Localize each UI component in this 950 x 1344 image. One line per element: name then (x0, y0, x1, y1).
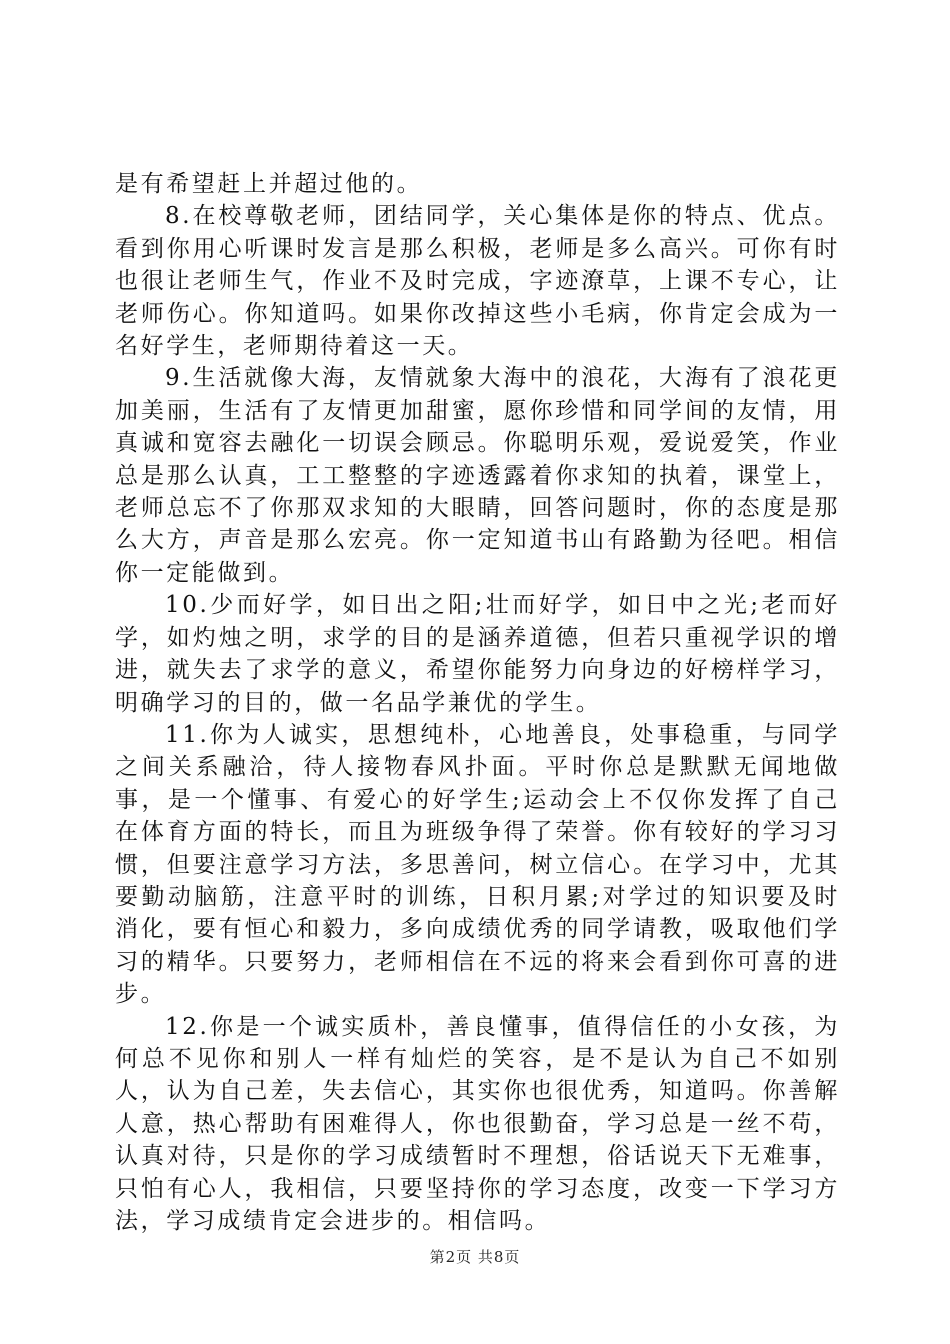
paragraph-item-11: 11.你为人诚实，思想纯朴，心地善良，处事稳重，与同学之间关系融洽，待人接物春风扑面。平时你总是默默无闻地做事，是一个懂事、有爱心的好学生;运动会上不仅你发挥了自己在体育方面的特长，而且为班级争得了荣誉。你有较好的学习习惯，但要注意学习方法，多思善问，树立信心。在学习中，尤其要勤动脑筋，注意平时的训练，日积月累;对学过的知识要及时消化，要有恒心和毅力，多向成绩优秀的同学请教，吸取他们学习的精华。只要努力，老师相信在不远的将来会看到你可喜的进步。 (115, 721, 840, 1008)
paragraph-item-10: 10.少而好学，如日出之阳;壮而好学，如日中之光;老而好学，如灼烛之明，求学的目的是涵养道德，但若只重视学识的增进，就失去了求学的意义，希望你能努力向身边的好榜样学习，明确学习的目的，做一名品学兼优的学生。 (115, 592, 840, 716)
paragraph-item-8: 8.在校尊敬老师，团结同学，关心集体是你的特点、优点。看到你用心听课时发言是那么积极，老师是多么高兴。可你有时也很让老师生气，作业不及时完成，字迹潦草，上课不专心，让老师伤心。你知道吗。如果你改掉这些小毛病，你肯定会成为一名好学生，老师期待着这一天。 (115, 203, 840, 360)
document-body (115, 168, 840, 1237)
page-number-label: 第2页 共8页 (429, 1248, 521, 1266)
paragraph-continuation: 是有希望赶上并超过他的。 (115, 171, 423, 197)
paragraph-item-9: 9.生活就像大海，友情就象大海中的浪花，大海有了浪花更加美丽，生活有了友情更加甜蜜，愿你珍惜和同学间的友情，用真诚和宽容去融化一切误会顾忌。你聪明乐观，爱说爱笑，作业总是那么认真，工工整整的字迹透露着你求知的执着，课堂上，老师总忘不了你那双求知的大眼睛，回答问题时，你的态度是那么大方，声音是那么宏亮。你一定知道书山有路勤为径吧。相信你一定能做到。 (115, 365, 840, 586)
page-footer (0, 1246, 950, 1267)
paragraph-item-12: 12.你是一个诚实质朴，善良懂事，值得信任的小女孩，为何总不见你和别人一样有灿烂的笑容，是不是认为自己不如别人，认为自己差，失去信心，其实你也很优秀，知道吗。你善解人意，热心帮助有困难得人，你也很勤奋，学习总是一丝不苟，认真对待，只是你的学习成绩暂时不理想，俗话说天下无难事，只怕有心人，我相信，只要坚持你的学习态度，改变一下学习方法，学习成绩肯定会进步的。相信吗。 (115, 1013, 840, 1234)
